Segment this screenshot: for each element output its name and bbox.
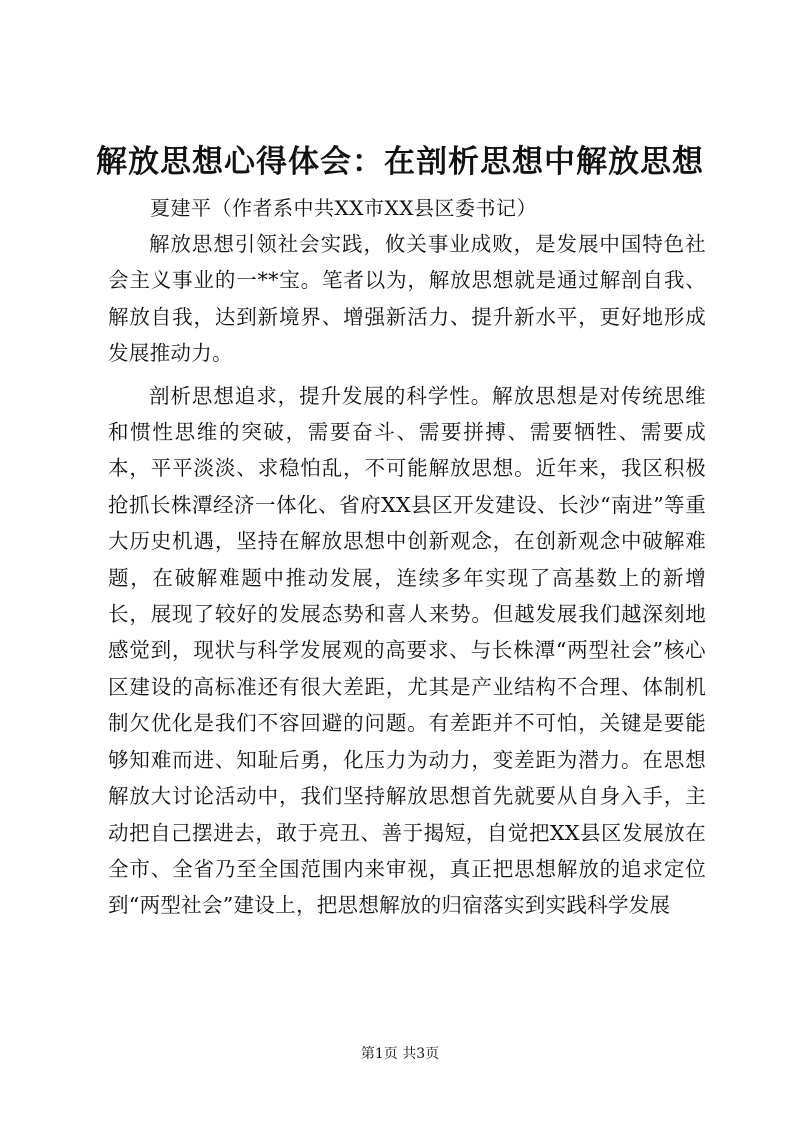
document-title: 解放思想心得体会：在剖析思想中解放思想: [96, 144, 704, 180]
author-line: 夏建平（作者系中共XX市XX县区委书记）: [150, 196, 537, 220]
paragraph-analysis: 剖析思想追求，提升发展的科学性。解放思想是对传统思维和惯性思维的突破，需要奋斗、需要拼搏、需要牺牲、需要成本，平平淡淡、求稳怕乱，不可能解放思想。近年来，我区积极抢抓长株潭经济一体化、省府XX县区开发建设、长沙“南进”等重大历史机遇，坚持在解放思想中创新观念，在创新观念中破解难题，在破解难题中推动发展，连续多年实现了高基数上的新增长，展现了较好的发展态势和喜人来势。但越发展我们越深刻地感觉到，现状与科学发展观的高要求、与长株潭“两型社会”核心区建设的高标准还有很大差距，尤其是产业结构不合理、体制机制欠优化是我们不容回避的问题。有差距并不可怕，关键是要能够知难而进、知耻后勇，化压力为动力，变差距为潜力。在思想解放大讨论活动中，我们坚持解放思想首先就要从自身入手，主动把自己摆进去，敢于亮丑、善于揭短，自觉把XX县区发展放在全市、全省乃至全国范围内来审视，真正把思想解放的追求定位到“两型社会”建设上，把思想解放的归宿落实到实践科学发展: [108, 383, 706, 918]
document-body: [108, 226, 706, 924]
page-number-footer: 第1页 共3页: [360, 1046, 440, 1062]
paragraph-intro: 解放思想引领社会实践，攸关事业成败，是发展中国特色社会主义事业的一**宝。笔者以为，解放思想就是通过解剖自我、解放自我，达到新境界、增强新活力、提升新水平，更好地形成发展推动力。: [108, 232, 706, 366]
